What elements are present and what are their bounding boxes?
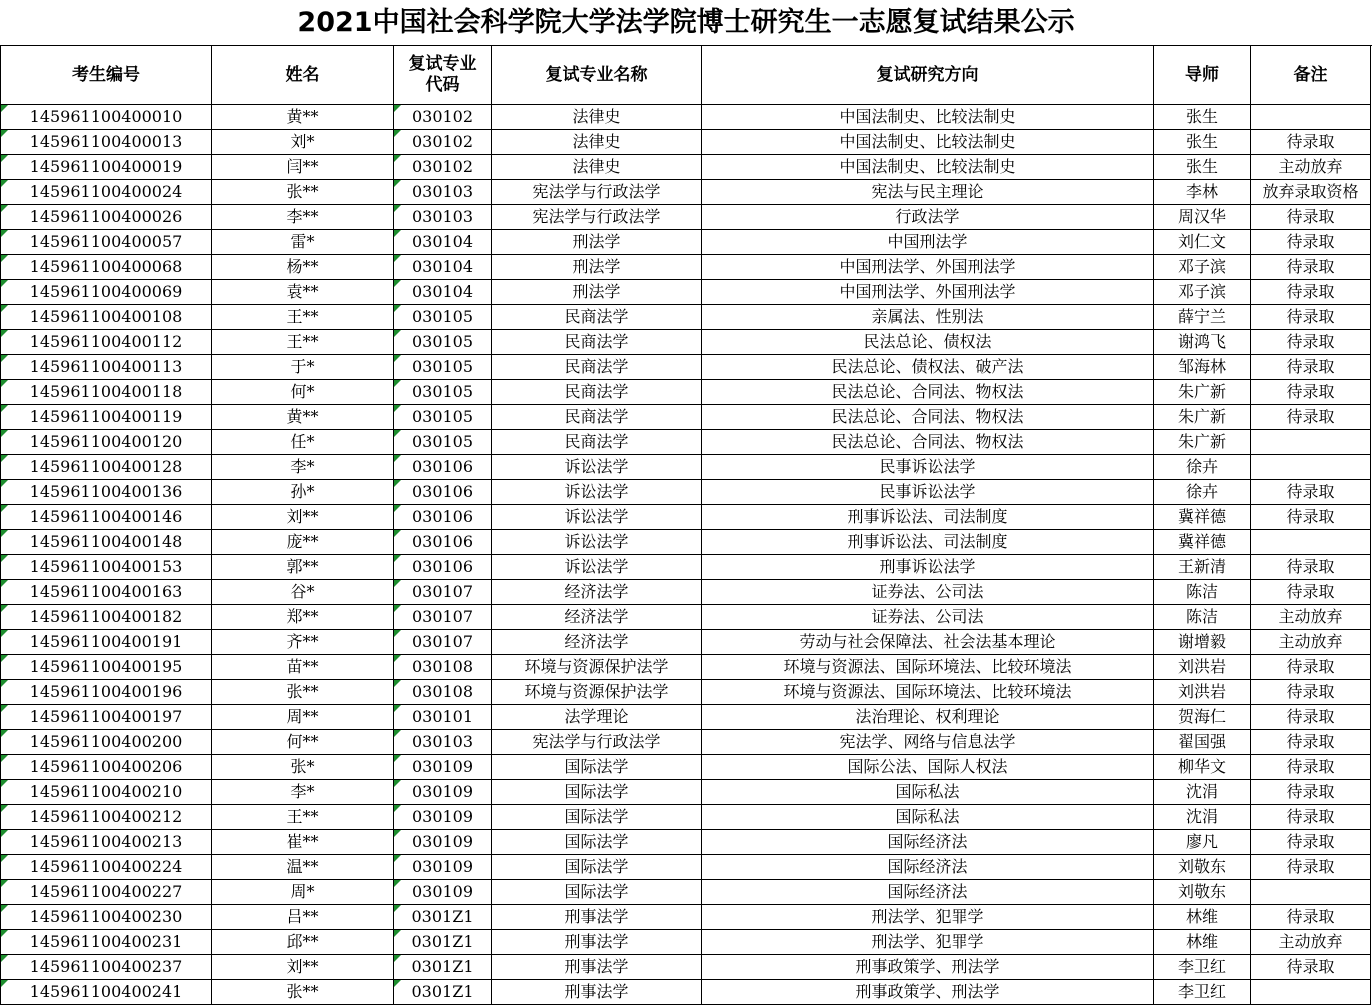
table-row — [1, 830, 1371, 855]
major-name-cell[interactable]: 民商法学 — [492, 305, 702, 330]
candidate-id-cell[interactable]: 145961100400057 — [1, 230, 212, 255]
major-code-cell[interactable]: 0301Z1 — [394, 980, 492, 1005]
major-name-cell[interactable]: 环境与资源保护法学 — [492, 680, 702, 705]
major-name-cell[interactable]: 刑事法学 — [492, 930, 702, 955]
header-candidate-id[interactable]: 考生编号 — [1, 46, 212, 105]
research-direction-cell[interactable]: 国际经济法 — [702, 880, 1154, 905]
candidate-id-cell[interactable]: 145961100400026 — [1, 205, 212, 230]
major-name-cell[interactable]: 国际法学 — [492, 830, 702, 855]
name-cell[interactable]: 苗** — [212, 655, 394, 680]
table-row — [1, 255, 1371, 280]
name-cell[interactable]: 谷* — [212, 580, 394, 605]
major-code-cell[interactable]: 030102 — [394, 130, 492, 155]
supervisor-cell[interactable]: 刘敬东 — [1154, 855, 1251, 880]
name-cell[interactable]: 周* — [212, 880, 394, 905]
remarks-cell[interactable]: 待录取 — [1251, 580, 1371, 605]
candidate-id-cell[interactable]: 145961100400136 — [1, 480, 212, 505]
major-name-cell[interactable]: 经济法学 — [492, 605, 702, 630]
name-cell[interactable]: 任* — [212, 430, 394, 455]
supervisor-cell[interactable]: 朱广新 — [1154, 405, 1251, 430]
candidate-id-cell[interactable]: 145961100400153 — [1, 555, 212, 580]
major-name-cell[interactable]: 刑事法学 — [492, 980, 702, 1005]
table-row — [1, 180, 1371, 205]
supervisor-cell[interactable]: 邓子滨 — [1154, 255, 1251, 280]
major-name-cell[interactable]: 国际法学 — [492, 855, 702, 880]
research-direction-cell[interactable]: 国际经济法 — [702, 830, 1154, 855]
remarks-cell[interactable]: 待录取 — [1251, 955, 1371, 980]
name-cell[interactable]: 周** — [212, 705, 394, 730]
research-direction-cell[interactable]: 国际经济法 — [702, 855, 1154, 880]
name-cell[interactable]: 郭** — [212, 555, 394, 580]
supervisor-cell[interactable]: 朱广新 — [1154, 380, 1251, 405]
supervisor-cell[interactable]: 贺海仁 — [1154, 705, 1251, 730]
remarks-cell[interactable] — [1251, 980, 1371, 1005]
supervisor-cell[interactable]: 沈涓 — [1154, 780, 1251, 805]
remarks-cell[interactable]: 待录取 — [1251, 680, 1371, 705]
research-direction-cell[interactable]: 证券法、公司法 — [702, 605, 1154, 630]
remarks-cell[interactable]: 主动放弃 — [1251, 630, 1371, 655]
table-row — [1, 855, 1371, 880]
candidate-id-cell[interactable]: 145961100400191 — [1, 630, 212, 655]
major-code-cell[interactable]: 030106 — [394, 455, 492, 480]
table-row — [1, 805, 1371, 830]
major-name-cell[interactable]: 国际法学 — [492, 755, 702, 780]
remarks-cell[interactable] — [1251, 455, 1371, 480]
table-row — [1, 580, 1371, 605]
supervisor-cell[interactable]: 刘仁文 — [1154, 230, 1251, 255]
candidate-id-cell[interactable]: 145961100400112 — [1, 330, 212, 355]
candidate-id-cell[interactable]: 145961100400069 — [1, 280, 212, 305]
header-major-code[interactable]: 复试专业代码 — [394, 46, 492, 105]
major-code-cell[interactable]: 030109 — [394, 830, 492, 855]
remarks-cell[interactable] — [1251, 530, 1371, 555]
supervisor-cell[interactable]: 朱广新 — [1154, 430, 1251, 455]
name-cell[interactable]: 闫** — [212, 155, 394, 180]
candidate-id-cell[interactable]: 145961100400024 — [1, 180, 212, 205]
table-row — [1, 355, 1371, 380]
name-cell[interactable]: 张** — [212, 180, 394, 205]
table-row — [1, 705, 1371, 730]
major-name-cell[interactable]: 环境与资源保护法学 — [492, 655, 702, 680]
major-name-cell[interactable]: 刑事法学 — [492, 955, 702, 980]
name-cell[interactable]: 张** — [212, 980, 394, 1005]
remarks-cell[interactable]: 待录取 — [1251, 555, 1371, 580]
candidate-id-cell[interactable]: 145961100400195 — [1, 655, 212, 680]
name-cell[interactable]: 刘** — [212, 955, 394, 980]
research-direction-cell[interactable]: 中国法制史、比较法制史 — [702, 130, 1154, 155]
candidate-id-cell[interactable]: 145961100400227 — [1, 880, 212, 905]
table-row — [1, 680, 1371, 705]
name-cell[interactable]: 齐** — [212, 630, 394, 655]
major-code-cell[interactable]: 030109 — [394, 880, 492, 905]
remarks-cell[interactable]: 待录取 — [1251, 830, 1371, 855]
remarks-cell[interactable]: 主动放弃 — [1251, 930, 1371, 955]
major-code-cell[interactable]: 0301Z1 — [394, 905, 492, 930]
table-row — [1, 955, 1371, 980]
major-code-cell[interactable]: 030108 — [394, 680, 492, 705]
major-name-cell[interactable]: 刑法学 — [492, 280, 702, 305]
major-code-cell[interactable]: 0301Z1 — [394, 930, 492, 955]
table-row — [1, 305, 1371, 330]
research-direction-cell[interactable]: 民法总论、合同法、物权法 — [702, 405, 1154, 430]
major-name-cell[interactable]: 诉讼法学 — [492, 480, 702, 505]
research-direction-cell[interactable]: 国际私法 — [702, 805, 1154, 830]
name-cell[interactable]: 孙* — [212, 480, 394, 505]
research-direction-cell[interactable]: 刑事诉讼法学 — [702, 555, 1154, 580]
name-cell[interactable]: 王** — [212, 330, 394, 355]
header-row — [1, 46, 1371, 105]
major-code-cell[interactable]: 030105 — [394, 355, 492, 380]
major-name-cell[interactable]: 刑法学 — [492, 230, 702, 255]
supervisor-cell[interactable]: 张生 — [1154, 105, 1251, 130]
supervisor-cell[interactable]: 薛宁兰 — [1154, 305, 1251, 330]
supervisor-cell[interactable]: 谢增毅 — [1154, 630, 1251, 655]
table-row — [1, 205, 1371, 230]
name-cell[interactable]: 袁** — [212, 280, 394, 305]
research-direction-cell[interactable]: 国际公法、国际人权法 — [702, 755, 1154, 780]
table-row — [1, 155, 1371, 180]
research-direction-cell[interactable]: 民法总论、合同法、物权法 — [702, 380, 1154, 405]
remarks-cell[interactable] — [1251, 880, 1371, 905]
remarks-cell[interactable]: 待录取 — [1251, 805, 1371, 830]
major-code-cell[interactable]: 030102 — [394, 105, 492, 130]
research-direction-cell[interactable]: 民法总论、合同法、物权法 — [702, 430, 1154, 455]
remarks-cell[interactable]: 待录取 — [1251, 305, 1371, 330]
table-row — [1, 330, 1371, 355]
table-row — [1, 605, 1371, 630]
table-row — [1, 405, 1371, 430]
name-cell[interactable]: 邱** — [212, 930, 394, 955]
supervisor-cell[interactable]: 张生 — [1154, 155, 1251, 180]
major-name-cell[interactable]: 国际法学 — [492, 805, 702, 830]
header-research-direction[interactable]: 复试研究方向 — [702, 46, 1154, 105]
supervisor-cell[interactable]: 刘敬东 — [1154, 880, 1251, 905]
table-row — [1, 555, 1371, 580]
name-cell[interactable]: 李* — [212, 455, 394, 480]
supervisor-cell[interactable]: 徐卉 — [1154, 455, 1251, 480]
major-code-cell[interactable]: 030107 — [394, 605, 492, 630]
research-direction-cell[interactable]: 法治理论、权利理论 — [702, 705, 1154, 730]
major-name-cell[interactable]: 诉讼法学 — [492, 555, 702, 580]
remarks-cell[interactable]: 主动放弃 — [1251, 155, 1371, 180]
major-code-cell[interactable]: 0301Z1 — [394, 955, 492, 980]
candidate-id-cell[interactable]: 145961100400230 — [1, 905, 212, 930]
name-cell[interactable]: 张* — [212, 755, 394, 780]
major-name-cell[interactable]: 经济法学 — [492, 630, 702, 655]
candidate-id-cell[interactable]: 145961100400213 — [1, 830, 212, 855]
remarks-cell[interactable]: 待录取 — [1251, 230, 1371, 255]
remarks-cell[interactable]: 待录取 — [1251, 855, 1371, 880]
major-name-cell[interactable]: 法学理论 — [492, 705, 702, 730]
candidate-id-cell[interactable]: 145961100400113 — [1, 355, 212, 380]
major-code-cell[interactable]: 030109 — [394, 755, 492, 780]
supervisor-cell[interactable]: 李卫红 — [1154, 955, 1251, 980]
major-name-cell[interactable]: 民商法学 — [492, 355, 702, 380]
major-code-cell[interactable]: 030106 — [394, 530, 492, 555]
supervisor-cell[interactable]: 王新清 — [1154, 555, 1251, 580]
major-code-cell[interactable]: 030103 — [394, 730, 492, 755]
name-cell[interactable]: 郑** — [212, 605, 394, 630]
major-name-cell[interactable]: 法律史 — [492, 105, 702, 130]
remarks-cell[interactable]: 待录取 — [1251, 730, 1371, 755]
header-remarks[interactable]: 备注 — [1251, 46, 1371, 105]
remarks-cell[interactable]: 待录取 — [1251, 405, 1371, 430]
remarks-cell[interactable]: 待录取 — [1251, 355, 1371, 380]
table-row — [1, 505, 1371, 530]
major-code-cell[interactable]: 030105 — [394, 330, 492, 355]
major-name-cell[interactable]: 法律史 — [492, 155, 702, 180]
major-name-cell[interactable]: 刑事法学 — [492, 905, 702, 930]
major-name-cell[interactable]: 民商法学 — [492, 330, 702, 355]
major-name-cell[interactable]: 法律史 — [492, 130, 702, 155]
major-code-cell[interactable]: 030105 — [394, 405, 492, 430]
supervisor-cell[interactable]: 陈洁 — [1154, 605, 1251, 630]
major-name-cell[interactable]: 民商法学 — [492, 380, 702, 405]
major-code-cell[interactable]: 030105 — [394, 430, 492, 455]
name-cell[interactable]: 刘* — [212, 130, 394, 155]
remarks-cell[interactable]: 待录取 — [1251, 505, 1371, 530]
remarks-cell[interactable]: 待录取 — [1251, 330, 1371, 355]
candidate-id-cell[interactable]: 145961100400241 — [1, 980, 212, 1005]
table-row — [1, 730, 1371, 755]
table-row — [1, 980, 1371, 1005]
major-name-cell[interactable]: 刑法学 — [492, 255, 702, 280]
major-code-cell[interactable]: 030106 — [394, 555, 492, 580]
research-direction-cell[interactable]: 国际私法 — [702, 780, 1154, 805]
supervisor-cell[interactable]: 陈洁 — [1154, 580, 1251, 605]
major-code-cell[interactable]: 030103 — [394, 205, 492, 230]
major-name-cell[interactable]: 宪法学与行政法学 — [492, 205, 702, 230]
name-cell[interactable]: 李* — [212, 780, 394, 805]
supervisor-cell[interactable]: 刘洪岩 — [1154, 655, 1251, 680]
candidate-id-cell[interactable]: 145961100400118 — [1, 380, 212, 405]
research-direction-cell[interactable]: 民法总论、债权法 — [702, 330, 1154, 355]
supervisor-cell[interactable]: 张生 — [1154, 130, 1251, 155]
name-cell[interactable]: 张** — [212, 680, 394, 705]
major-code-cell[interactable]: 030106 — [394, 480, 492, 505]
major-name-cell[interactable]: 诉讼法学 — [492, 455, 702, 480]
candidate-id-cell[interactable]: 145961100400224 — [1, 855, 212, 880]
name-cell[interactable]: 温** — [212, 855, 394, 880]
remarks-cell[interactable]: 待录取 — [1251, 780, 1371, 805]
candidate-id-cell[interactable]: 145961100400163 — [1, 580, 212, 605]
candidate-id-cell[interactable]: 145961100400010 — [1, 105, 212, 130]
table-row — [1, 880, 1371, 905]
name-cell[interactable]: 于* — [212, 355, 394, 380]
major-code-cell[interactable]: 030104 — [394, 255, 492, 280]
candidate-id-cell[interactable]: 145961100400212 — [1, 805, 212, 830]
major-code-cell[interactable]: 030103 — [394, 180, 492, 205]
remarks-cell[interactable]: 待录取 — [1251, 755, 1371, 780]
table-row — [1, 530, 1371, 555]
supervisor-cell[interactable]: 邹海林 — [1154, 355, 1251, 380]
name-cell[interactable]: 吕** — [212, 905, 394, 930]
supervisor-cell[interactable]: 柳华文 — [1154, 755, 1251, 780]
remarks-cell[interactable] — [1251, 105, 1371, 130]
table-row — [1, 105, 1371, 130]
table-row — [1, 905, 1371, 930]
major-code-cell[interactable]: 030108 — [394, 655, 492, 680]
candidate-id-cell[interactable]: 145961100400196 — [1, 680, 212, 705]
table-row — [1, 280, 1371, 305]
candidate-id-cell[interactable]: 145961100400148 — [1, 530, 212, 555]
remarks-cell[interactable]: 主动放弃 — [1251, 605, 1371, 630]
research-direction-cell[interactable]: 中国法制史、比较法制史 — [702, 105, 1154, 130]
major-code-cell[interactable]: 030105 — [394, 305, 492, 330]
major-name-cell[interactable]: 诉讼法学 — [492, 505, 702, 530]
supervisor-cell[interactable]: 李卫红 — [1154, 980, 1251, 1005]
table-row — [1, 630, 1371, 655]
major-name-cell[interactable]: 国际法学 — [492, 880, 702, 905]
remarks-cell[interactable]: 待录取 — [1251, 655, 1371, 680]
candidate-id-cell[interactable]: 145961100400231 — [1, 930, 212, 955]
major-code-cell[interactable]: 030109 — [394, 855, 492, 880]
major-code-cell[interactable]: 030104 — [394, 280, 492, 305]
research-direction-cell[interactable]: 宪法学、网络与信息法学 — [702, 730, 1154, 755]
major-code-cell[interactable]: 030101 — [394, 705, 492, 730]
name-cell[interactable]: 崔** — [212, 830, 394, 855]
name-cell[interactable]: 黄** — [212, 105, 394, 130]
candidate-id-cell[interactable]: 145961100400013 — [1, 130, 212, 155]
name-cell[interactable]: 庞** — [212, 530, 394, 555]
research-direction-cell[interactable]: 民事诉讼法学 — [702, 455, 1154, 480]
major-code-cell[interactable]: 030104 — [394, 230, 492, 255]
research-direction-cell[interactable]: 中国刑法学 — [702, 230, 1154, 255]
research-direction-cell[interactable]: 环境与资源法、国际环境法、比较环境法 — [702, 655, 1154, 680]
research-direction-cell[interactable]: 民事诉讼法学 — [702, 480, 1154, 505]
candidate-id-cell[interactable]: 145961100400182 — [1, 605, 212, 630]
candidate-id-cell[interactable]: 145961100400146 — [1, 505, 212, 530]
research-direction-cell[interactable]: 行政法学 — [702, 205, 1154, 230]
table-row — [1, 480, 1371, 505]
remarks-cell[interactable]: 待录取 — [1251, 205, 1371, 230]
research-direction-cell[interactable]: 刑事诉讼法、司法制度 — [702, 530, 1154, 555]
major-code-cell[interactable]: 030107 — [394, 580, 492, 605]
supervisor-cell[interactable]: 刘洪岩 — [1154, 680, 1251, 705]
supervisor-cell[interactable]: 徐卉 — [1154, 480, 1251, 505]
major-name-cell[interactable]: 诉讼法学 — [492, 530, 702, 555]
major-name-cell[interactable]: 国际法学 — [492, 780, 702, 805]
supervisor-cell[interactable]: 冀祥德 — [1154, 530, 1251, 555]
name-cell[interactable]: 何** — [212, 730, 394, 755]
table-row — [1, 655, 1371, 680]
major-code-cell[interactable]: 030102 — [394, 155, 492, 180]
supervisor-cell[interactable]: 李林 — [1154, 180, 1251, 205]
candidate-id-cell[interactable]: 145961100400197 — [1, 705, 212, 730]
major-code-cell[interactable]: 030109 — [394, 780, 492, 805]
remarks-cell[interactable]: 放弃录取资格 — [1251, 180, 1371, 205]
name-cell[interactable]: 雷* — [212, 230, 394, 255]
table-row — [1, 930, 1371, 955]
research-direction-cell[interactable]: 中国刑法学、外国刑法学 — [702, 255, 1154, 280]
supervisor-cell[interactable]: 廖凡 — [1154, 830, 1251, 855]
remarks-cell[interactable]: 待录取 — [1251, 705, 1371, 730]
major-name-cell[interactable]: 民商法学 — [492, 430, 702, 455]
research-direction-cell[interactable]: 证券法、公司法 — [702, 580, 1154, 605]
research-direction-cell[interactable]: 刑事政策学、刑法学 — [702, 955, 1154, 980]
name-cell[interactable]: 杨** — [212, 255, 394, 280]
research-direction-cell[interactable]: 刑事政策学、刑法学 — [702, 980, 1154, 1005]
research-direction-cell[interactable]: 中国刑法学、外国刑法学 — [702, 280, 1154, 305]
candidate-id-cell[interactable]: 145961100400019 — [1, 155, 212, 180]
research-direction-cell[interactable]: 刑事诉讼法、司法制度 — [702, 505, 1154, 530]
name-cell[interactable]: 王** — [212, 805, 394, 830]
research-direction-cell[interactable]: 刑法学、犯罪学 — [702, 905, 1154, 930]
supervisor-cell[interactable]: 邓子滨 — [1154, 280, 1251, 305]
header-name[interactable]: 姓名 — [212, 46, 394, 105]
supervisor-cell[interactable]: 谢鸿飞 — [1154, 330, 1251, 355]
major-name-cell[interactable]: 宪法学与行政法学 — [492, 180, 702, 205]
major-name-cell[interactable]: 宪法学与行政法学 — [492, 730, 702, 755]
candidate-id-cell[interactable]: 145961100400108 — [1, 305, 212, 330]
supervisor-cell[interactable]: 林维 — [1154, 905, 1251, 930]
supervisor-cell[interactable]: 翟国强 — [1154, 730, 1251, 755]
major-name-cell[interactable]: 民商法学 — [492, 405, 702, 430]
research-direction-cell[interactable]: 民法总论、债权法、破产法 — [702, 355, 1154, 380]
research-direction-cell[interactable]: 刑法学、犯罪学 — [702, 930, 1154, 955]
table-row — [1, 755, 1371, 780]
name-cell[interactable]: 何* — [212, 380, 394, 405]
supervisor-cell[interactable]: 冀祥德 — [1154, 505, 1251, 530]
candidate-id-cell[interactable]: 145961100400237 — [1, 955, 212, 980]
major-code-cell[interactable]: 030106 — [394, 505, 492, 530]
candidate-id-cell[interactable]: 145961100400120 — [1, 430, 212, 455]
research-direction-cell[interactable]: 中国法制史、比较法制史 — [702, 155, 1154, 180]
candidate-id-cell[interactable]: 145961100400206 — [1, 755, 212, 780]
name-cell[interactable]: 王** — [212, 305, 394, 330]
table-row — [1, 455, 1371, 480]
remarks-cell[interactable]: 待录取 — [1251, 255, 1371, 280]
table-row — [1, 230, 1371, 255]
table-row — [1, 380, 1371, 405]
results-table — [0, 45, 1371, 1005]
table-row — [1, 130, 1371, 155]
name-cell[interactable]: 黄** — [212, 405, 394, 430]
remarks-cell[interactable]: 待录取 — [1251, 480, 1371, 505]
candidate-id-cell[interactable]: 145961100400200 — [1, 730, 212, 755]
remarks-cell[interactable]: 待录取 — [1251, 130, 1371, 155]
research-direction-cell[interactable]: 亲属法、性别法 — [702, 305, 1154, 330]
supervisor-cell[interactable]: 林维 — [1154, 930, 1251, 955]
supervisor-cell[interactable]: 沈涓 — [1154, 805, 1251, 830]
candidate-id-cell[interactable]: 145961100400068 — [1, 255, 212, 280]
supervisor-cell[interactable]: 周汉华 — [1154, 205, 1251, 230]
remarks-cell[interactable]: 待录取 — [1251, 380, 1371, 405]
page-title: 2021中国社会科学院大学法学院博士研究生一志愿复试结果公示 — [0, 0, 1372, 46]
research-direction-cell[interactable]: 环境与资源法、国际环境法、比较环境法 — [702, 680, 1154, 705]
remarks-cell[interactable] — [1251, 430, 1371, 455]
candidate-id-cell[interactable]: 145961100400128 — [1, 455, 212, 480]
header-supervisor[interactable]: 导师 — [1154, 46, 1251, 105]
remarks-cell[interactable]: 待录取 — [1251, 280, 1371, 305]
remarks-cell[interactable]: 待录取 — [1251, 905, 1371, 930]
candidate-id-cell[interactable]: 145961100400119 — [1, 405, 212, 430]
major-code-cell[interactable]: 030107 — [394, 630, 492, 655]
table-row — [1, 430, 1371, 455]
research-direction-cell[interactable]: 劳动与社会保障法、社会法基本理论 — [702, 630, 1154, 655]
table-row — [1, 780, 1371, 805]
candidate-id-cell[interactable]: 145961100400210 — [1, 780, 212, 805]
major-code-cell[interactable]: 030105 — [394, 380, 492, 405]
name-cell[interactable]: 刘** — [212, 505, 394, 530]
major-code-cell[interactable]: 030109 — [394, 805, 492, 830]
header-major-name[interactable]: 复试专业名称 — [492, 46, 702, 105]
research-direction-cell[interactable]: 宪法与民主理论 — [702, 180, 1154, 205]
name-cell[interactable]: 李** — [212, 205, 394, 230]
major-name-cell[interactable]: 经济法学 — [492, 580, 702, 605]
